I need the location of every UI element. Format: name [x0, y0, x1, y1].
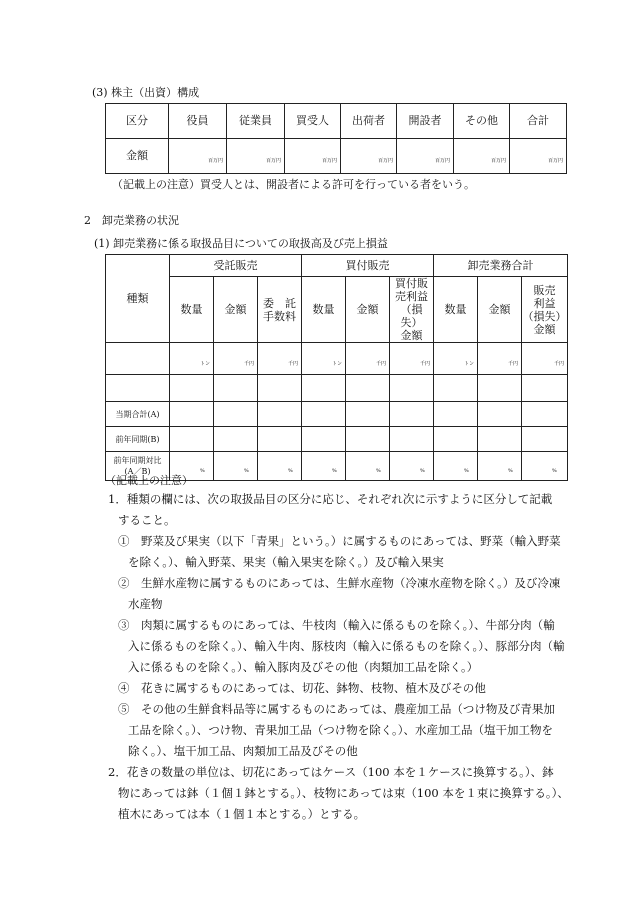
note-line: ④ 花きに属するものにあっては、切花、鉢物、枝物、植木及びその他 [118, 681, 486, 695]
subheader-quantity: 数量 [170, 277, 214, 343]
unit-label: % [420, 468, 425, 474]
unit-label: トン [199, 360, 210, 367]
unit-label: 百万円 [321, 158, 337, 164]
unit-label: % [288, 468, 293, 474]
header-founder: 開設者 [397, 104, 454, 139]
note-line: ③ 肉類に属するものにあっては、牛枝肉（輸入に係るものを除く。）、牛部分肉（輸 [118, 618, 555, 632]
row-label-year-over-year: 前年同期対比 (A／B) [106, 452, 170, 481]
unit-label: 千円 [419, 360, 430, 367]
unit-label: % [332, 468, 337, 474]
header-consignment-sales: 受託販売 [170, 255, 302, 277]
header-purchase-sales: 買付販売 [302, 255, 434, 277]
unit-label: % [200, 468, 205, 474]
section-3-note: （記載上の注意）買受人とは、開設者による許可を行っている者をいう。 [112, 178, 475, 191]
unit-label: 千円 [554, 360, 565, 367]
unit-label: トン [463, 360, 474, 367]
note-line: 除く。）、塩干加工品、肉類加工品及びその他 [128, 744, 358, 758]
section-3-title: (3) 株主（出資）構成 [92, 86, 200, 99]
notes-heading: （記載上の注意） [105, 474, 193, 487]
header-buyers: 買受人 [285, 104, 341, 139]
note-line: 物にあっては鉢（１個１鉢とする。）、枝物にあっては束（100 本を１束に換算する。）、 [118, 786, 569, 800]
header-category: 区分 [106, 104, 169, 139]
section-2-subtitle: (1) 卸売業務に係る取扱品目についての取扱高及び売上損益 [94, 237, 388, 250]
subheader-quantity: 数量 [302, 277, 346, 343]
shareholder-header-row [106, 104, 567, 139]
subheader-sales-profit: 販売 利益 （損失） 金額 [522, 277, 568, 343]
unit-label: トン [331, 360, 342, 367]
unit-label: 百万円 [265, 158, 281, 164]
unit-label: 百万円 [547, 158, 563, 164]
wholesale-subheader-row [106, 277, 568, 343]
row-label-previous-year: 前年同期(B) [106, 427, 170, 452]
table-row [106, 343, 568, 375]
note-line: 植木にあっては本（１個１本とする。）とする。 [118, 807, 366, 821]
row-label-current-total: 当期合計(A) [106, 402, 170, 427]
unit-label: % [376, 468, 381, 474]
note-line: ② 生鮮水産物に属するものにあっては、生鮮水産物（冷凍水産物を除く。）及び冷凍 [118, 576, 561, 590]
subheader-quantity: 数量 [434, 277, 478, 343]
subheader-purchase-profit: 買付販 売利益 （損失） 金額 [390, 277, 434, 343]
unit-label: 千円 [375, 360, 386, 367]
section-2-title: 2 卸売業務の状況 [84, 214, 179, 227]
note-line: 入に係るものを除く。）、輸入豚肉及びその他（肉類加工品を除く。） [128, 660, 479, 674]
subheader-amount: 金額 [346, 277, 390, 343]
note-line: すること。 [118, 513, 176, 527]
shareholder-table [105, 103, 567, 174]
header-employees: 従業員 [227, 104, 285, 139]
note-line: ⑤ その他の生鮮食料品等に属するものにあっては、農産加工品（つけ物及び青果加 [118, 702, 555, 716]
unit-label: 千円 [243, 360, 254, 367]
table-row [106, 375, 568, 402]
table-row [106, 402, 568, 427]
shareholder-amount-row [106, 139, 567, 174]
note-line: 1．種類の欄には、次の取扱品目の区分に応じ、それぞれ次に示すように区分して記載 [108, 492, 553, 506]
table-row [106, 427, 568, 452]
header-total: 合計 [510, 104, 567, 139]
unit-label: 百万円 [207, 158, 223, 164]
row-label-amount: 金額 [106, 139, 169, 174]
header-officers: 役員 [169, 104, 227, 139]
unit-label: 百万円 [490, 158, 506, 164]
unit-label: 百万円 [434, 158, 450, 164]
header-kind: 種類 [106, 255, 170, 343]
note-line: 工品を除く。）、つけ物、青果加工品（つけ物を除く。）、水産加工品（塩干加工物を [128, 723, 554, 737]
subheader-amount: 金額 [214, 277, 258, 343]
header-shippers: 出荷者 [341, 104, 397, 139]
header-wholesale-total: 卸売業務合計 [434, 255, 568, 277]
unit-label: 百万円 [377, 158, 393, 164]
subheader-amount: 金額 [478, 277, 522, 343]
wholesale-group-row [106, 255, 568, 277]
wholesale-table [105, 254, 568, 481]
unit-label: % [464, 468, 469, 474]
unit-label: 千円 [287, 360, 298, 367]
note-line: 2．花きの数量の単位は、切花にあってはケース（100 本を１ケースに換算する。）、鉢 [108, 765, 554, 779]
unit-label: % [552, 468, 557, 474]
header-others: その他 [454, 104, 510, 139]
note-line: を除く。）、輸入野菜、果実（輸入果実を除く。）及び輸入果実 [128, 555, 444, 569]
note-line: ① 野菜及び果実（以下「青果」という。）に属するものにあっては、野菜（輸入野菜 [118, 534, 561, 548]
unit-label: % [244, 468, 249, 474]
note-line: 入に係るものを除く。）、輸入牛肉、豚枝肉（輸入に係るものを除く。）、豚部分肉（輸 [128, 639, 565, 653]
note-line: 水産物 [128, 597, 163, 611]
subheader-commission-fee: 委 託 手数料 [258, 277, 302, 343]
unit-label: % [508, 468, 513, 474]
unit-label: 千円 [507, 360, 518, 367]
